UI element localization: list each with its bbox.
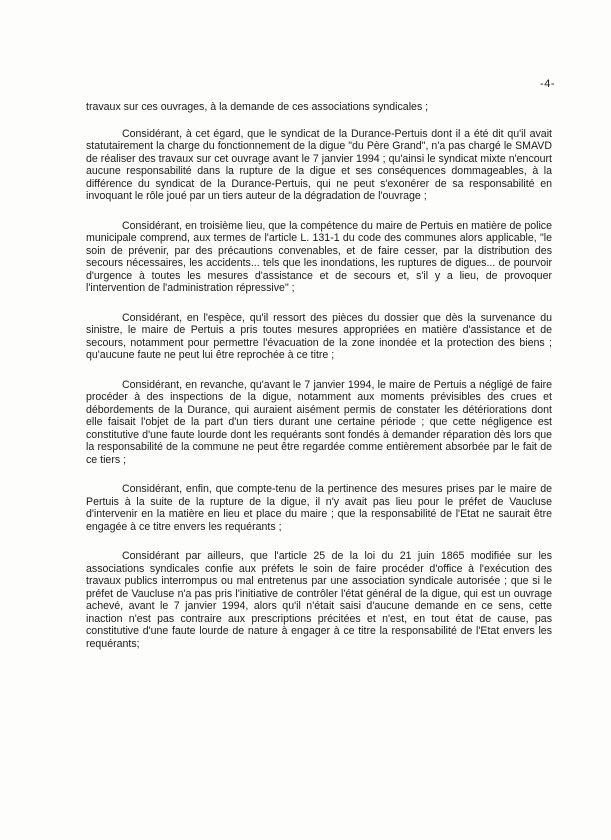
document-body xyxy=(86,101,552,667)
paragraph-syndicat-responsibility: Considérant, à cet égard, que le syndicat de la Durance-Pertuis dont il a été dit qu'il avait statutairement la charge du fonctionnement de la digue "du Père Grand", n'a pas chargé le SMAVD de réaliser des travaux sur cet ouvrage avant le 7 janvier 1994 ; qu'ainsi le syndicat mixte n'encourt aucune responsabilité dans la rupture de la digue et ses conséquences dommageables, à la différence du syndicat de la Durance-Pertuis, qui ne peut s'exonérer de sa responsabilité en invoquant le rôle joué par un tiers auteur de la dégradation de l'ouvrage ; xyxy=(86,127,552,202)
paragraph-continuation: travaux sur ces ouvrages, à la demande de ces associations syndicales ; xyxy=(86,101,429,113)
paragraph-maire-negligence: Considérant, en revanche, qu'avant le 7 janvier 1994, le maire de Pertuis a négligé de faire procéder à des inspections de la digue, notamment aux moments prévisibles des crues et débordements de la Durance, qui auraient aisément permis de constater les détériorations dont elle faisait l'objet de la part d'un tiers durant une certaine période ; que cette négligence est constitutive d'une faute lourde dont les requérants sont fondés à demander réparation dès lors que la responsabilité de la commune ne peut être regardée comme entièrement absorbée par le fait de ce tiers ; xyxy=(86,378,552,466)
paragraph-maire-measures: Considérant, en l'espèce, qu'il ressort des pièces du dossier que dès la survenance du sinistre, le maire de Pertuis a pris toutes mesures appropriées en matière d'assistance et de secours, notamment pour permettre l'évacuation de la zone inondée et la protection des biens ; qu'aucune faute ne peut lui être reprochée à ce titre ; xyxy=(86,311,552,361)
paragraph-prefet-intervention: Considérant, enfin, que compte-tenu de la pertinence des mesures prises par le maire de Pertuis à la suite de la rupture de la digue, il n'y avait pas lieu pour le préfet de Vaucluse d'intervenir en la matière en lieu et place du maire ; que la responsabilité de l'Etat ne saurait être engagée à ce titre envers les requérants ; xyxy=(86,483,552,533)
paragraph-maire-competence: Considérant, en troisième lieu, que la compétence du maire de Pertuis en matière de police municipale comprend, aux termes de l'article L. 131-1 du code des communes alors applicable, "le soin de prévenir, par des précautions convenables, et de faire cesser, par la distribution des secours nécessaires, les accidents... tels que les inondations, les ruptures de digues... de pourvoir d'urgence à toutes les mesures d'assistance et de secours et, s'il y a lieu, de provoquer l'intervention de l'administration répressive" ; xyxy=(86,219,552,294)
page-number: -4- xyxy=(540,78,555,90)
paragraph-etat-responsibility: Considérant par ailleurs, que l'article 25 de la loi du 21 juin 1865 modifiée sur les associations syndicales confie aux préfets le soin de faire procéder d'office à l'exécution des travaux publics interrompus ou mal entretenus par une association syndicale autorisée ; que si le préfet de Vaucluse n'a pas pris l'initiative de contrôler l'état général de la digue, qui est un ouvrage achevé, avant le 7 janvier 1994, alors qu'il n'était saisi d'aucune demande en ce sens, cette inaction n'est pas contraire aux prescriptions précitées et n'est, en tout état de cause, pas constitutive d'une faute lourde de nature à engager à ce titre la responsabilité de l'Etat envers les requérants; xyxy=(86,550,552,650)
